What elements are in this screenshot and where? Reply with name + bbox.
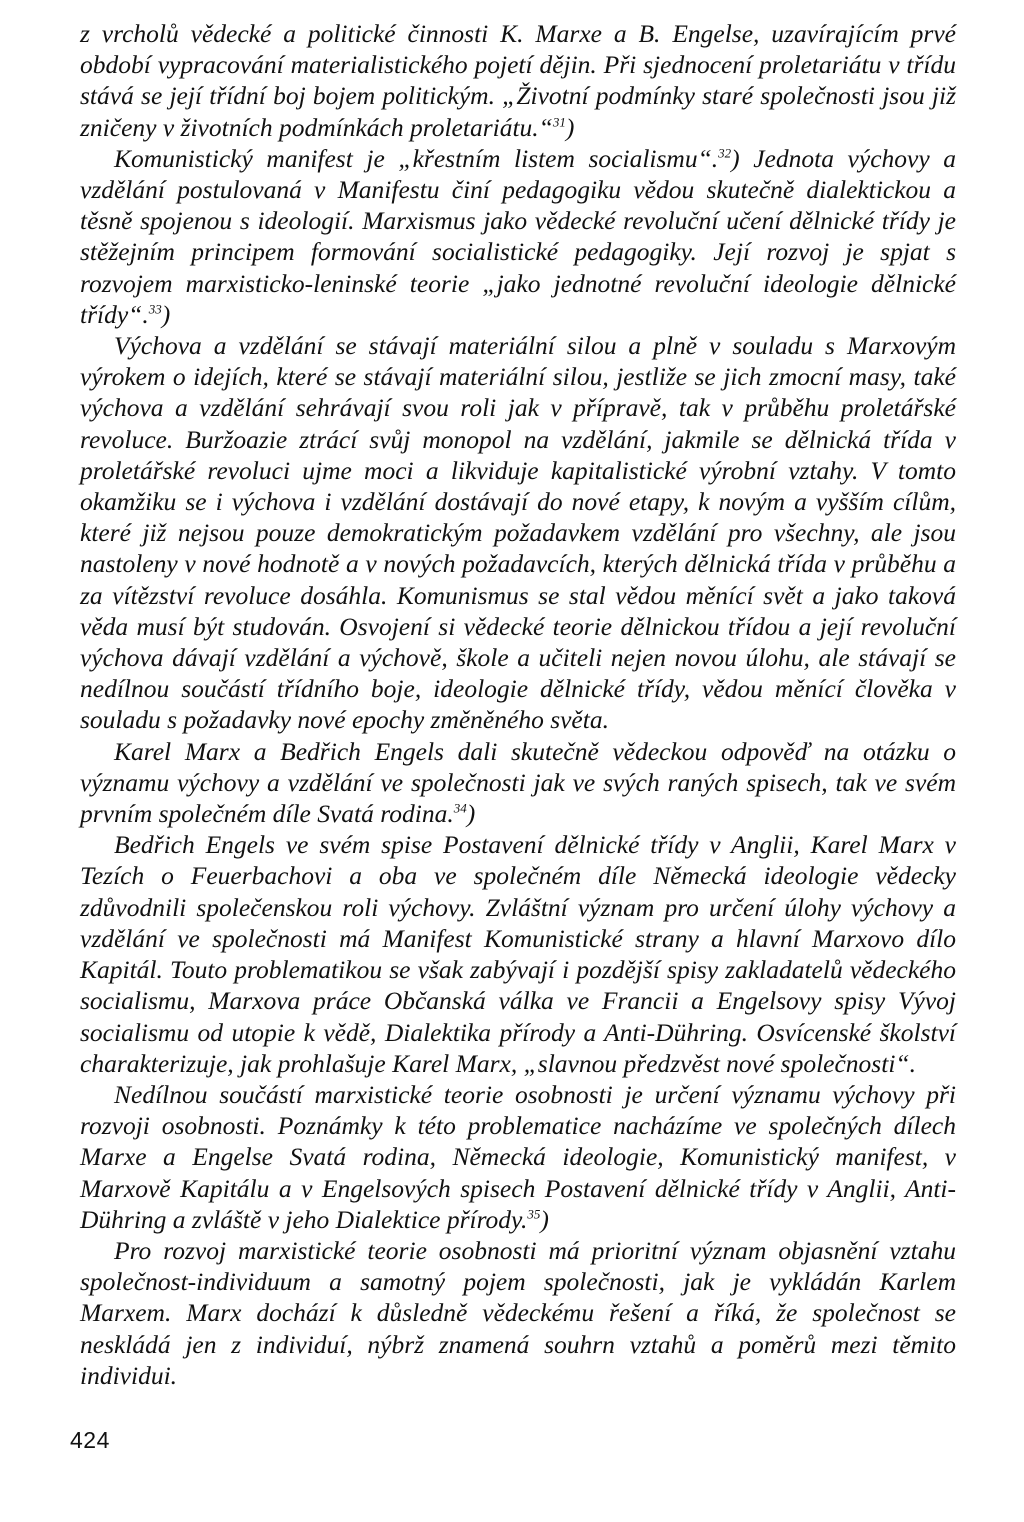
footnote-marker: 33 bbox=[148, 301, 162, 317]
paragraph bbox=[80, 829, 956, 1079]
footnote-marker: 32 bbox=[718, 145, 732, 161]
footnote-marker: 35 bbox=[527, 1206, 541, 1222]
paragraph-text: z vrcholů vědecké a politické činnosti K. Marxe a B. Engelse, uzavírajícím prvé období vypracování materialistického pojetí dějin. Při sjednocení proletariátu v třídu stává se její třídní boj bojem politickým. „Životní podmínky staré společnosti jsou již zničeny v životních podmínkách proletariátu.“ bbox=[80, 19, 956, 142]
paragraph-text: Pro rozvoj marxistické teorie osobnosti má prioritní význam objasnění vztahu společnost-individuum a samotný pojem společnosti, jak je vykládán Karlem Marxem. Marx dochází k důsledně vědeckému řešení a říká, že společnost se neskládá jen z individuí, nýbrž znamená souhrn vztahů a poměrů mezi těmito individui. bbox=[80, 1235, 956, 1390]
paragraph bbox=[80, 1235, 956, 1391]
paragraph-text: Komunistický manifest je „křestním listem socialismu“. bbox=[114, 143, 719, 173]
footnote-marker: 31 bbox=[552, 114, 566, 130]
paragraph-text: ) bbox=[565, 112, 575, 142]
page-number: 424 bbox=[70, 1427, 110, 1453]
paragraph-text: ) bbox=[161, 299, 171, 329]
paragraph-text: Výchova a vzdělání se stávají materiální silou a plně v souladu s Marxovým výrokem o idejích, které se stávají materiální silou, jestliže se jich zmocní masy, také výchova a vzdělání sehrávají svou roli jak v přípravě, tak v průběhu proletářské revoluce. Buržoazie ztrácí svůj monopol na vzdělání, jakmile se dělnická třída v proletářské revoluci ujme moci a likviduje kapitalistické výrobní vztahy. V tomto okamžiku se i výchova i vzdělání dostávají do nové etapy, k novým a vyšším cílům, které již nejsou pouze demokratickým požadavkem vzdělání pro všechny, ale jsou nastoleny v nové hodnotě a v nových požadavcích, kterých dělnická třída v průběhu a za vítězství revoluce dosáhla. Komunismus se stal vědou měnící svět a jako taková věda musí být studován. Osvojení si vědecké teorie dělnickou třídou a její revoluční výchova dávají vzdělání a výchově, škole a učiteli nejen novou úlohu, ale stávají se nedílnou součástí třídního boje, ideologie dělnické třídy, vědou měnící člověka v souladu s požadavky nové epochy změněného světa. bbox=[80, 331, 956, 735]
paragraph-text: ) bbox=[540, 1204, 549, 1234]
paragraph-text: Karel Marx a Bedřich Engels dali skutečně vědeckou odpověď na otázku o významu výchovy a vzdělání ve společnosti jak ve svých raných spisech, tak ve svém prvním společném díle Svatá rodina. bbox=[80, 736, 956, 829]
paragraph bbox=[80, 330, 956, 736]
paragraph bbox=[80, 736, 956, 830]
paragraph-text: ) Jednota výchovy a vzdělání postulovaná v Manifestu činí pedagogiku vědou skutečně dialektickou a těsně spojenou s ideologií. Marxismus jako vědecké revoluční učení dělnické třídy je stěžejním principem formování socialistické pedagogiky. Její rozvoj je spjat s rozvojem marxisticko-leninské teorie „jako jednotné revoluční ideologie dělnické třídy“. bbox=[80, 143, 956, 329]
paragraph-text: ) bbox=[466, 799, 476, 829]
paragraph bbox=[80, 143, 956, 330]
paragraph bbox=[80, 1079, 956, 1235]
paragraph-text: Bedřich Engels ve svém spise Postavení dělnické třídy v Anglii, Karel Marx v Tezích o Feuerbachovi a oba ve společném díle Německá ideologie vědecky zdůvodnili společenskou roli výchovy. Zvláštní význam pro určení úlohy výchovy a vzdělání ve společnosti má Manifest Komunistické strany a hlavní Marxovo dílo Kapitál. Touto problematikou se však zabývají i pozdější spisy zakladatelů vědeckého socialismu, Marxova práce Občanská válka ve Francii a Engelsovy spisy Vývoj socialismu od utopie k vědě, Dialektika přírody a Anti-Dühring. Osvícenské školství charakterizuje, jak prohlašuje Karel Marx, „slavnou předzvěst nové společnosti“. bbox=[80, 830, 956, 1078]
footnote-marker: 34 bbox=[453, 800, 467, 816]
paragraph-text: Nedílnou součástí marxistické teorie osobnosti je určení významu výchovy při rozvoji osobnosti. Poznámky k této problematice nacházíme ve společných dílech Marxe a Engelse Svatá rodina, Německá ideologie, Komunistický manifest, v Marxově Kapitálu a v Engelsových spisech Postavení dělnické třídy v Anglii, Anti-Dühring a zvláště v jeho Dialektice přírody. bbox=[80, 1079, 956, 1234]
body-text bbox=[80, 18, 956, 1391]
paragraph bbox=[80, 18, 956, 143]
